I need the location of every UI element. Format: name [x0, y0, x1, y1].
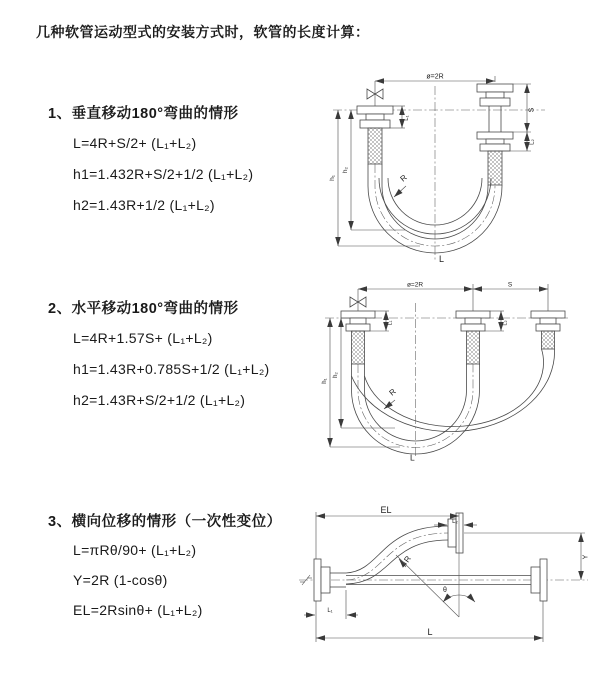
hose-u-bend-position1 — [352, 364, 480, 454]
section-2-formula-h1: h1=1.43R+0.785S+1/2 (L₁+L₂) — [73, 361, 270, 377]
valve-icon — [367, 81, 383, 106]
dimension-l2 — [434, 519, 477, 525]
s-label: S — [507, 281, 513, 289]
center-hose-fitting — [456, 311, 490, 364]
page-title: 几种软管运动型式的安装方式时，软管的长度计算： — [36, 24, 370, 40]
section-1-formula-L: L=4R+S/2+ (L₁+L₂) — [73, 135, 197, 151]
length-label: L — [427, 627, 433, 637]
section-2-heading: 2、水平移动180°弯曲的情形 — [48, 301, 239, 317]
section-1-heading: 1、垂直移动180°弯曲的情形 — [48, 106, 239, 122]
el-label: EL — [380, 505, 392, 515]
span-label: ø=2R — [426, 73, 444, 81]
dimension-span — [375, 74, 495, 83]
h1-label: h₁ — [329, 175, 336, 181]
h2-label: h₂ — [333, 372, 339, 378]
diagram-horizontal-180-bend — [310, 278, 585, 463]
hose-u-bend — [368, 164, 502, 253]
radius-label: R — [402, 554, 413, 565]
section-2-formula-h2: h2=1.43R+S/2+1/2 (L₁+L₂) — [73, 392, 246, 408]
dimension-l1 — [304, 590, 358, 619]
left-flange — [314, 559, 346, 601]
l2-label: L₂ — [502, 320, 509, 326]
l1-label: L₁ — [327, 608, 333, 614]
diagram-vertical-180-bend — [305, 70, 575, 266]
h2-label: h₂ — [342, 166, 349, 174]
section-1-formula-h2: h2=1.43R+1/2 (L₁+L₂) — [73, 197, 215, 213]
dimension-y — [464, 533, 590, 580]
right-flange — [531, 559, 547, 601]
dimension-span — [358, 282, 548, 312]
dimension-stroke-s — [502, 84, 536, 151]
dimension-el — [316, 505, 459, 559]
left-hose-fitting — [357, 106, 393, 164]
l2-label: L₂ — [452, 519, 458, 525]
length-label: L — [439, 254, 445, 264]
right-hose-fitting — [477, 84, 513, 185]
section-3-formula-EL: EL=2Rsinθ+ (L₁+L₂) — [73, 602, 203, 618]
right-hose-fitting — [531, 311, 565, 349]
span-label: ø=2R — [406, 281, 424, 289]
angle-theta — [396, 555, 475, 617]
section-2-formula-L: L=4R+1.57S+ (L₁+L₂) — [73, 330, 213, 346]
length-label: L — [410, 452, 415, 463]
radius-callout — [394, 173, 409, 197]
section-3-heading: 3、横向位移的情形（一次性变位） — [48, 514, 282, 530]
h1-label: h₁ — [322, 378, 328, 384]
s-label: S — [528, 107, 536, 113]
theta-label: θ — [443, 587, 447, 594]
hose-u-bend-position2 — [352, 349, 555, 432]
l1-label: L₁ — [404, 115, 410, 121]
valve-icon — [350, 289, 366, 311]
radius-label: R — [398, 172, 409, 184]
section-3-formula-Y: Y=2R (1-cosθ) — [73, 572, 168, 588]
radius-label: R — [387, 386, 398, 398]
section-3-formula-L: L=πRθ/90+ (L₁+L₂) — [73, 542, 197, 558]
section-1-formula-h1: h1=1.432R+S/2+1/2 (L₁+L₂) — [73, 166, 254, 182]
l1-label: L₁ — [387, 320, 394, 326]
l2-label: L₂ — [529, 139, 536, 145]
diagram-lateral-displacement — [296, 505, 594, 650]
left-hose-fitting — [341, 311, 375, 364]
y-label: Y — [582, 554, 590, 560]
dimension-length — [316, 601, 543, 642]
